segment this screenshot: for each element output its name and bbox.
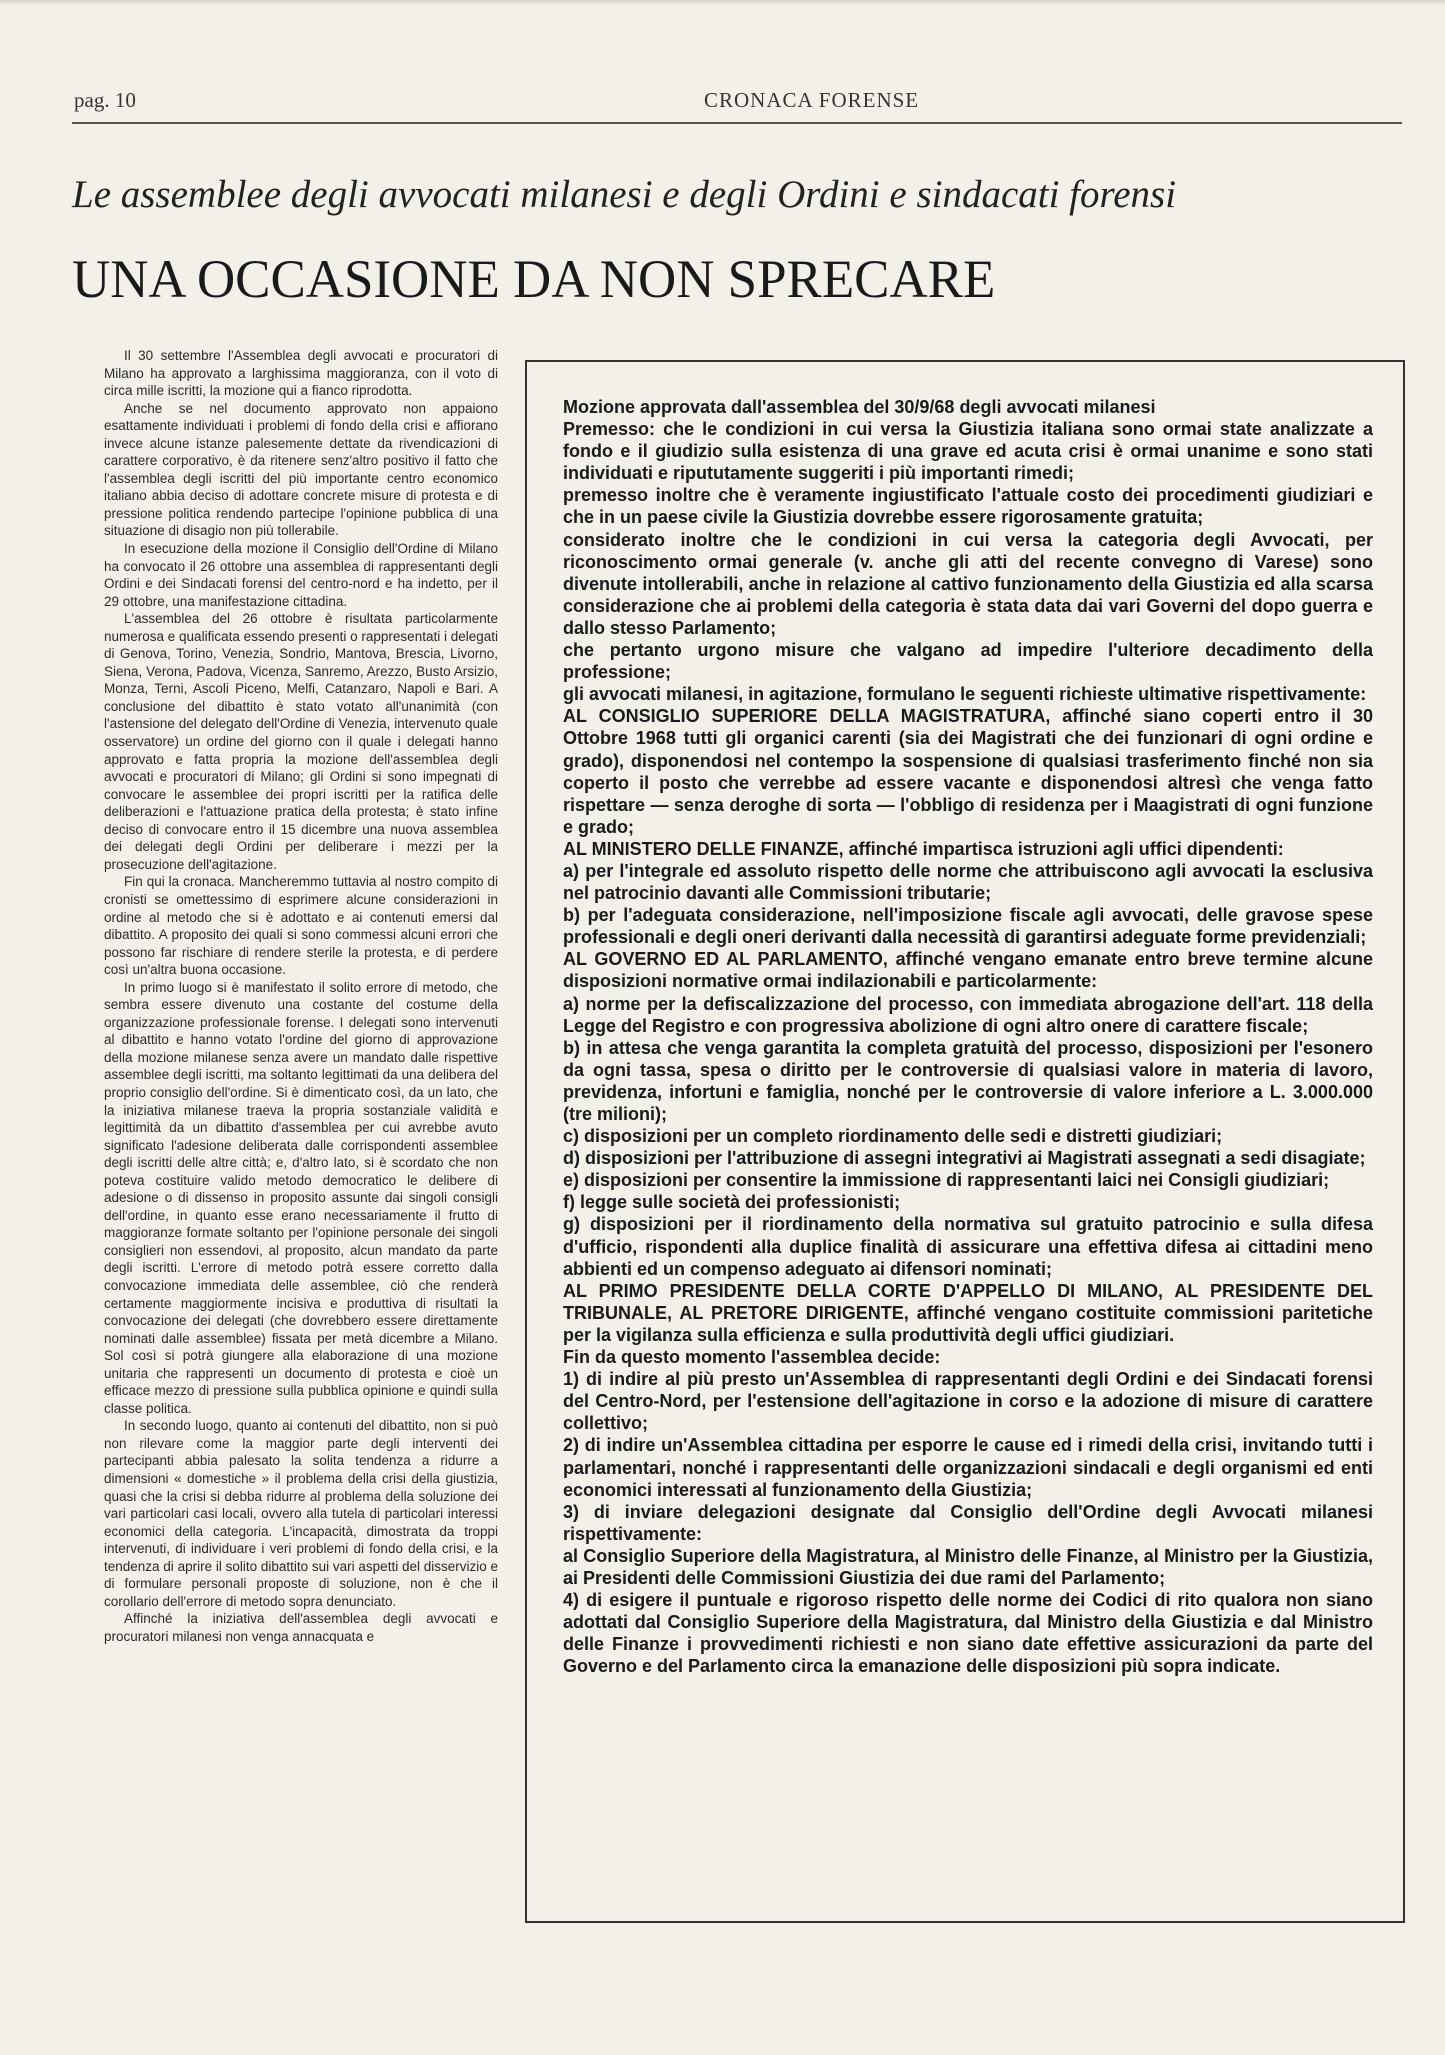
motion-line: g) disposizioni per il riordinamento della normativa sul gratuito patrocinio e sulla difesa d'ufficio, rispondenti alla duplice finalità di assicurare una effettiva difesa ai cittadini meno abbienti ed un compenso adeguato ai difensori nominati; bbox=[563, 1214, 1373, 1279]
motion-line: AL MINISTERO DELLE FINANZE, affinché impartisca istruzioni agli uffici dipendenti: bbox=[563, 838, 1284, 859]
article-paragraph: L'assemblea del 26 ottobre è risultata particolarmente numerosa e qualificata essendo presenti o rappresentati i delegati di Genova, Torino, Venezia, Sondrio, Mantova, Brescia, Livorno, Siena, Verona, Padova, Vicenza, Sanremo, Arezzo, Busto Arsizio, Monza, Terni, Ascoli Piceno, Melfi, Catanzaro, Napoli e Bari. A conclusione del dibattito è stato votato all'unanimità (con l'astensione del delegato dell'Ordine di Venezia, intervenuto quale osservatore) un ordine del giorno con il quale i delegati hanno approvato e fatta propria la mozione dell'assemblea degli avvocati e procuratori di Milano; gli Ordini si sono impegnati di convocare le assemblee dei propri iscritti per la ratifica delle deliberazioni e l'attuazione pratica della protesta; è stato infine deciso di convocare entro il 15 dicembre una nuova assemblea dei delegati degli Ordini per deliberare i mezzi per la prosecuzione dell'agitazione. bbox=[104, 611, 498, 872]
motion-line: che pertanto urgono misure che valgano ad impedire l'ulteriore decadimento della professione; bbox=[563, 640, 1373, 683]
article-paragraph: In primo luogo si è manifestato il solito errore di metodo, che sembra essere divenuto una costante del costume della organizzazione professionale forense. I delegati sono intervenuti al dibattito e hanno votato l'ordine del giorno di approvazione della mozione milanese senza avere un mandato dalle rispettive assemblee degli iscritti, ma soltanto legittimati da una delibera del proprio consiglio dell'ordine. Si è dimenticato così, da un lato, che la iniziativa milanese traeva la propria sostanziale validità e legittimità da un dibattito d'assemblea per cui avrebbe avuto significato l'adesione deliberata dalle corrispondenti assemblee degli iscritti delle altre città; e, d'altro lato, si è scordato che non poteva costituire valido metodo democratico le delibere di adesione o di dissenso in proposito assunte dai singoli consigli dell'ordine, in quanto esse erano necessariamente il frutto di maggioranze formate soltanto per l'opinione personale dei singoli consiglieri non essendovi, al proposito, alcun mandato da parte degli iscritti. L'errore di metodo potrà essere corretto dalla convocazione immediata delle assemblee, ciò che renderà certamente maggiormente incisiva e produttiva di risultati la convocazione dei delegati (che dovrebbero essere direttamente nominati dalle assemblee) fissata per metà dicembre a Milano. Sol così si potrà giungere alla elaborazione di una mozione unitaria che rappresenti un documento di protesta e cioè un efficace mezzo di pressione sulla pubblica opinione e quindi sulla classe politica. bbox=[104, 979, 498, 1416]
article-body bbox=[104, 347, 498, 1645]
motion-text bbox=[563, 396, 1373, 1677]
motion-line: 4) di esigere il puntuale e rigoroso rispetto delle norme dei Codici di rito qualora non siano adottati dal Consiglio Superiore della Magistratura, dal Ministro della Giustizia e dal Ministro delle Finanze i provvedimenti richiesti e non siano date effettive assicurazioni da parte del Governo e del Parlamento circa la emanazione delle disposizioni più sopra indicate. bbox=[563, 1590, 1373, 1677]
motion-line: AL PRIMO PRESIDENTE DELLA CORTE D'APPELLO DI MILANO, AL PRESIDENTE DEL TRIBUNALE, AL PRETORE DIRIGENTE, affinché vengano costituite commissioni paritetiche per la vigilanza sulla efficienza e sulla produttività degli uffici giudiziari. bbox=[563, 1280, 1373, 1345]
motion-line: e) disposizioni per consentire la immissione di rappresentanti laici nei Consigli giudiziari; bbox=[563, 1170, 1330, 1191]
motion-line: al Consiglio Superiore della Magistratura, al Ministro delle Finanze, al Ministro per la Giustizia, ai Presidenti delle Commissioni Giustizia dei due rami del Parlamento; bbox=[563, 1545, 1373, 1588]
article-paragraph: In esecuzione della mozione il Consiglio dell'Ordine di Milano ha convocato il 26 ottobre una assemblea di rappresentanti degli Ordini e dei Sindacati forensi del centro-nord e ha indetto, per il 29 ottobre, una manifestazione cittadina. bbox=[104, 541, 498, 609]
motion-line: b) in attesa che venga garantita la completa gratuità del processo, disposizioni per l'esonero da ogni tassa, spesa o diritto per le controversie di qualsiasi valore in materia di lavoro, previdenza, infortuni e famiglia, nonché per le controversie di valore inferiore a L. 3.000.000 (tre milioni); bbox=[563, 1037, 1373, 1124]
journal-name: CRONACA FORENSE bbox=[704, 88, 920, 112]
motion-line: c) disposizioni per un completo riordinamento delle sedi e distretti giudiziari; bbox=[563, 1126, 1223, 1147]
motion-line: AL GOVERNO ED AL PARLAMENTO, affinché vengano emanate entro breve termine alcune disposizioni normative ormai indilazionabili e particolarmente: bbox=[563, 949, 1373, 992]
page-edge bbox=[0, 0, 1445, 6]
motion-line: 1) di indire al più presto un'Assemblea di rappresentanti degli Ordini e dei Sindacati forensi del Centro-Nord, per l'estensione dell'agitazione in corso e la adozione di misure di carattere collettivo; bbox=[563, 1369, 1373, 1434]
motion-line: Premesso: che le condizioni in cui versa la Giustizia italiana sono ormai state analizzate a fondo e il giudizio sulla esistenza di una grave ed acuta crisi è ormai unanime e sono stati individuati e ripututamente suggeriti i più importanti rimedi; bbox=[563, 419, 1373, 484]
article-paragraph: Il 30 settembre l'Assemblea degli avvocati e procuratori di Milano ha approvato a larghissima maggioranza, con il voto di circa mille iscritti, la mozione qui a fianco riprodotta. bbox=[104, 348, 498, 399]
article-paragraph: In secondo luogo, quanto ai contenuti del dibattito, non si può non rilevare come la maggior parte degli interventi dei partecipanti abbia palesato la solita tendenza a ridurre a dimensioni « domestiche » il problema della crisi della giustizia, quasi che la crisi si debba ridurre al problema della soluzione dei vari particolari casi locali, ovvero alla tutela di particolari interessi economici della categoria. L'incapacità, dimostrata da troppi intervenuti, di individuare i veri problemi di fondo della crisi, e la tendenza di aprire il solito dibattito sui vari aspetti del disservizio e di formulare personali proposte di soluzione, non è che il corollario dell'errore di metodo sopra denunciato. bbox=[104, 1418, 498, 1609]
article-paragraph: Fin qui la cronaca. Mancheremmo tuttavia al nostro compito di cronisti se omettessimo di esprimere alcune considerazioni in ordine al metodo che si è adottato e ai contenuti emersi dal dibattito. A proposito dei quali si sono commessi alcuni errori che possono far rischiare di rendere sterile la protesta, e di perdere così un'altra buona occasione. bbox=[104, 874, 498, 978]
article-title: UNA OCCASIONE DA NON SPRECARE bbox=[72, 249, 996, 309]
motion-line: f) legge sulle società dei professionisti; bbox=[563, 1192, 901, 1213]
article-paragraph: Anche se nel documento approvato non appaiono esattamente individuati i problemi di fondo della crisi e affiorano invece alcune istanze palesemente dettate da rivendicazioni di carattere corporativo, è da ritenere senz'altro positivo il fatto che l'assemblea degli iscritti del più importante centro economico italiano abbia deciso di adottare concrete misure di protesta e di pressione politica rendendo partecipe l'opinione pubblica di una situazione di disagio non più tollerabile. bbox=[104, 400, 498, 539]
motion-line: gli avvocati milanesi, in agitazione, formulano le seguenti richieste ultimative rispettivamente: bbox=[563, 684, 1367, 705]
motion-line: Fin da questo momento l'assemblea decide: bbox=[563, 1347, 941, 1368]
motion-line: 3) di inviare delegazioni designate dal Consiglio dell'Ordine degli Avvocati milanesi rispettivamente: bbox=[563, 1501, 1373, 1544]
motion-line: a) norme per la defiscalizzazione del processo, con immediata abrogazione dell'art. 118 della Legge del Registro e con progressiva abolizione di ogni altro onere di carattere fiscale; bbox=[563, 993, 1373, 1036]
motion-heading: Mozione approvata dall'assemblea del 30/9/68 degli avvocati milanesi bbox=[563, 397, 1156, 417]
motion-box bbox=[525, 360, 1405, 1923]
motion-line: 2) di indire un'Assemblea cittadina per esporre le cause ed i rimedi della crisi, invitando tutti i parlamentari, nonché i rappresentanti delle organizzazioni sindacali e degli organismi ed enti economici interessati al funzionamento della Giustizia; bbox=[563, 1435, 1373, 1500]
motion-line: d) disposizioni per l'attribuzione di assegni integrativi ai Magistrati assegnati a sedi disagiate; bbox=[563, 1148, 1366, 1169]
motion-line: a) per l'integrale ed assoluto rispetto delle norme che attribuiscono agli avvocati la esclusiva nel patrocinio davanti alle Commissioni tributarie; bbox=[563, 860, 1373, 904]
motion-line: AL CONSIGLIO SUPERIORE DELLA MAGISTRATURA, affinché siano coperti entro il 30 Ottobre 1968 tutti gli organici carenti (sia dei Magistrati che dei funzionari di ogni ordine e grado), disponendosi nel contempo la sospensione di qualsiasi trasferimento finché non sia coperto il posto che verrebbe ad essere vacante e disponendosi altresì che venga fatto rispettare — senza deroghe di sorta — l'obbligo di residenza per i Maagistrati di ogni funzione e grado; bbox=[563, 706, 1373, 837]
motion-line: premesso inoltre che è veramente ingiustificato l'attuale costo dei procedimenti giudiziari e che in un paese civile la Giustizia dovrebbe essere rigorosamente gratuita; bbox=[563, 485, 1373, 528]
article-subtitle: Le assemblee degli avvocati milanesi e degli Ordini e sindacati forensi bbox=[72, 173, 1177, 216]
page-number: pag. 10 bbox=[74, 88, 136, 112]
running-header bbox=[72, 88, 1402, 124]
motion-line: considerato inoltre che le condizioni in cui versa la categoria degli Avvocati, per riconoscimento ormai generale (v. anche gli atti del recente convegno di Varese) sono divenute intollerabili, anche in relazione al cattivo funzionamento della Giustizia ed alla scarsa considerazione che ai problemi della categoria è stata data dai vari Governi del dopo guerra e dallo stesso Parlamento; bbox=[563, 529, 1373, 638]
motion-line: b) per l'adeguata considerazione, nell'imposizione fiscale agli avvocati, delle gravose spese professionali e degli oneri derivanti dalla necessità di garantirsi adeguate forme previdenziali; bbox=[563, 905, 1373, 948]
article-paragraph: Affinché la iniziativa dell'assemblea degli avvocati e procuratori milanesi non venga annacquata e bbox=[104, 1611, 498, 1644]
